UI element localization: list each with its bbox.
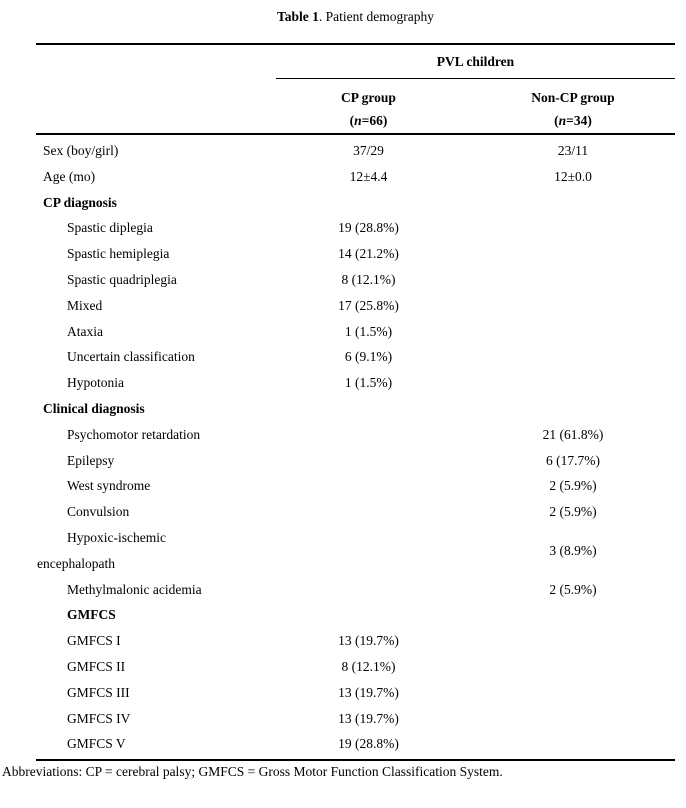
- noncp-group-value: [461, 370, 675, 396]
- noncp-group-n: (n=34): [554, 113, 592, 128]
- row-label: Ataxia: [67, 323, 103, 339]
- row-label: Methylmalonic acidemia: [67, 581, 202, 597]
- cp-group-value: [276, 602, 461, 628]
- row-label: Psychomotor retardation: [67, 426, 201, 442]
- cp-group-value: 1 (1.5%): [344, 375, 393, 391]
- noncp-group-value: 12±0.0: [554, 168, 592, 184]
- cp-group-value: [276, 525, 461, 577]
- cp-group-value: 1 (1.5%): [344, 323, 393, 339]
- row-label: GMFCS V: [67, 736, 126, 752]
- table-row: [36, 680, 675, 706]
- noncp-group-value: 2 (5.9%): [549, 504, 597, 520]
- row-label: Age (mo): [43, 168, 96, 184]
- cp-group-value: 14 (21.2%): [338, 246, 399, 262]
- noncp-group-value: [461, 654, 675, 680]
- cp-group-value: [276, 190, 461, 216]
- noncp-group-value: [461, 267, 675, 293]
- table-row: [36, 293, 675, 319]
- table-row: [36, 215, 675, 241]
- row-label: Uncertain classification: [67, 349, 195, 365]
- noncp-group-value: 23/11: [557, 143, 589, 158]
- column-header-band: [36, 79, 675, 135]
- row-label: Hypoxic-ischemic encephalopath: [37, 529, 166, 571]
- header-spacer: [36, 45, 276, 79]
- row-label: Convulsion: [67, 504, 130, 520]
- table-title-text: . Patient demography: [318, 9, 434, 24]
- row-label: Clinical diagnosis: [43, 400, 145, 416]
- row-label: West syndrome: [67, 478, 151, 494]
- table-row: [36, 267, 675, 293]
- noncp-group-value: [461, 190, 675, 216]
- n-italic: n: [354, 113, 362, 128]
- table-row: [36, 525, 675, 577]
- noncp-group-value: [461, 344, 675, 370]
- noncp-group-value: [461, 215, 675, 241]
- row-label: GMFCS: [67, 607, 116, 623]
- cp-group-value: [276, 448, 461, 474]
- table-row: [36, 577, 675, 603]
- cp-group-value: 6 (9.1%): [344, 349, 393, 365]
- table-row: [36, 448, 675, 474]
- table-row: [36, 602, 675, 628]
- cp-group-value: 12±4.4: [349, 168, 388, 184]
- cp-group-header: [276, 86, 461, 133]
- cp-group-value: 8 (12.1%): [341, 271, 396, 287]
- cp-group-value: [276, 422, 461, 448]
- cp-group-value: [276, 499, 461, 525]
- row-label: Sex (boy/girl): [43, 143, 119, 158]
- cp-group-value: 19 (28.8%): [338, 736, 399, 752]
- cp-group-value: 13 (19.7%): [338, 684, 399, 700]
- noncp-group-value: [461, 680, 675, 706]
- table-row: [36, 241, 675, 267]
- cp-group-value: 19 (28.8%): [338, 220, 399, 236]
- row-label: GMFCS II: [67, 658, 126, 674]
- header-spacer-2: [36, 86, 276, 133]
- row-label: GMFCS I: [67, 633, 121, 649]
- table-row: [36, 731, 675, 757]
- n-italic: n: [558, 113, 567, 128]
- row-label: GMFCS III: [67, 684, 130, 700]
- table-row: [36, 164, 675, 190]
- table-row: [36, 654, 675, 680]
- demography-table: [36, 43, 675, 761]
- row-label: Mixed: [67, 297, 103, 313]
- noncp-group-value: [461, 319, 675, 345]
- noncp-group-name: Non-CP group: [531, 90, 615, 105]
- noncp-group-value: 3 (8.9%): [549, 542, 597, 558]
- table-row: [36, 138, 675, 164]
- table-row: [36, 190, 675, 216]
- noncp-group-value: [461, 628, 675, 654]
- noncp-group-value: [461, 396, 675, 422]
- footnote: Abbreviations: CP = cerebral palsy; GMFCS = Gross Motor Function Classification System.: [2, 764, 503, 779]
- table-row: [36, 628, 675, 654]
- cp-group-value: 8 (12.1%): [341, 658, 396, 674]
- row-label: Epilepsy: [67, 452, 115, 468]
- row-label: Spastic quadriplegia: [67, 271, 177, 287]
- noncp-group-value: 21 (61.8%): [542, 426, 604, 442]
- noncp-group-value: [461, 241, 675, 267]
- table-row: [36, 422, 675, 448]
- cp-group-value: 37/29: [353, 143, 384, 158]
- table-body: [36, 135, 675, 761]
- noncp-group-value: [461, 602, 675, 628]
- noncp-group-value: [461, 731, 675, 757]
- noncp-group-header: [461, 86, 675, 133]
- noncp-group-value: [461, 706, 675, 732]
- table-row: [36, 344, 675, 370]
- pvl-children-label: PVL children: [436, 53, 515, 69]
- row-label: CP diagnosis: [43, 194, 117, 210]
- noncp-group-value: 2 (5.9%): [549, 478, 597, 494]
- table-row: [36, 370, 675, 396]
- pvl-children-header: [276, 45, 675, 79]
- table-row: [36, 706, 675, 732]
- table-row: [36, 473, 675, 499]
- cp-group-value: 13 (19.7%): [338, 633, 399, 649]
- table-title: [36, 8, 675, 25]
- row-label: GMFCS IV: [67, 710, 131, 726]
- row-label: Hypotonia: [67, 375, 124, 391]
- table-row: [36, 319, 675, 345]
- table-number: Table 1: [276, 9, 319, 24]
- span-header-band: [36, 45, 675, 79]
- cp-group-name: CP group: [341, 90, 396, 105]
- cp-group-value: [276, 577, 461, 603]
- cp-group-value: 13 (19.7%): [338, 710, 399, 726]
- noncp-group-value: [461, 293, 675, 319]
- cp-group-n: (n=66): [349, 113, 388, 128]
- table-row: [36, 396, 675, 422]
- noncp-group-value: 2 (5.9%): [549, 581, 597, 597]
- cp-group-value: [276, 396, 461, 422]
- cp-group-value: [276, 473, 461, 499]
- noncp-group-value: 6 (17.7%): [546, 452, 600, 468]
- table-row: [36, 499, 675, 525]
- row-label: Spastic diplegia: [67, 220, 153, 236]
- row-label: Spastic hemiplegia: [67, 246, 170, 262]
- cp-group-value: 17 (25.8%): [338, 297, 399, 313]
